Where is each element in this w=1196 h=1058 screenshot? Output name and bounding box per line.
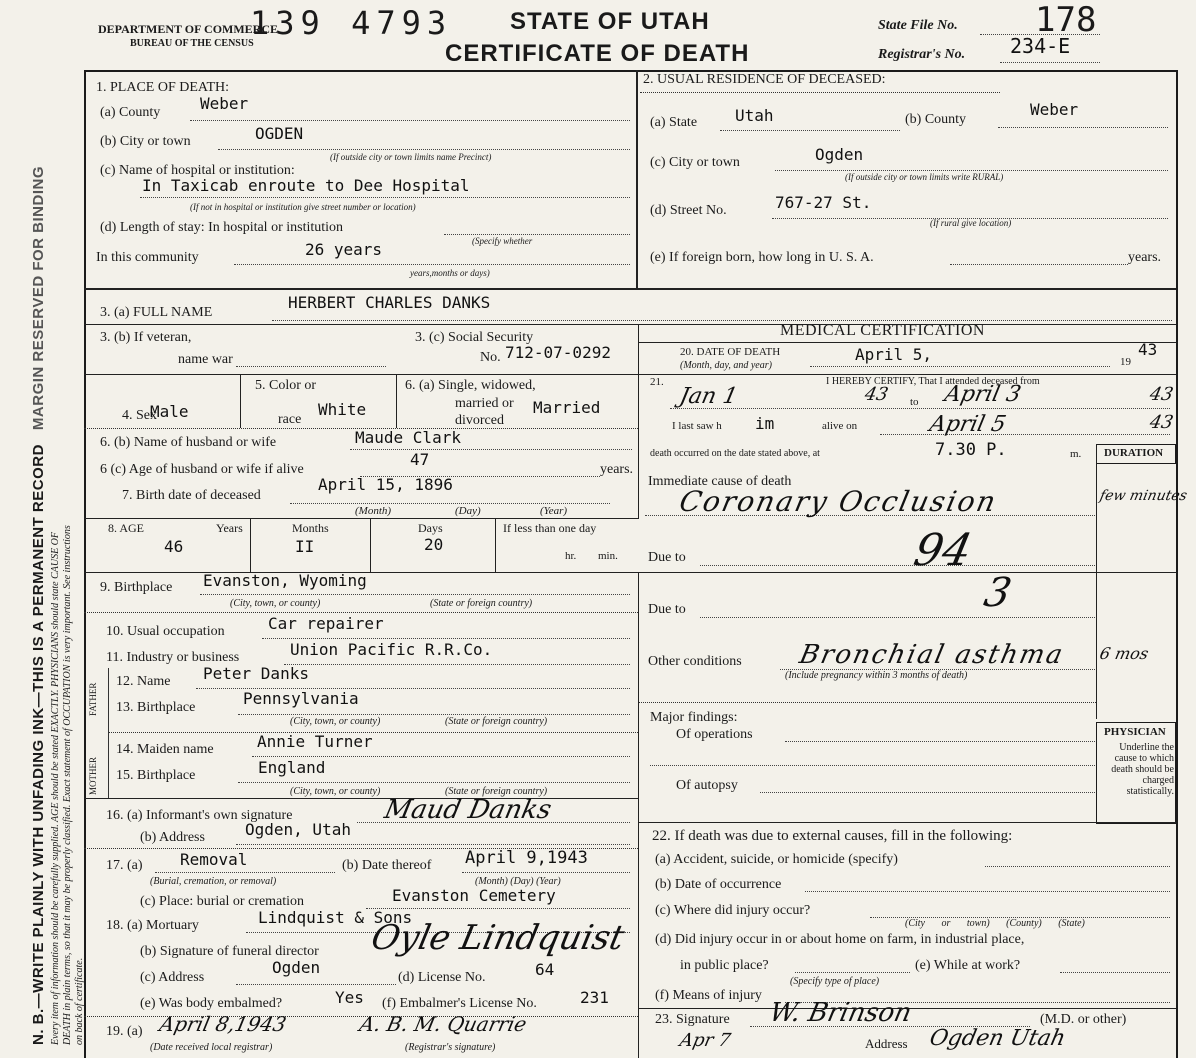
- res-street-note: (If rural give location): [930, 218, 1012, 228]
- cause-code-2: 3: [980, 570, 1016, 616]
- sex-label: 4. Sex: [122, 408, 157, 423]
- bureau-label: BUREAU OF THE CENSUS: [130, 38, 254, 49]
- death-city-value: OGDEN: [255, 124, 304, 143]
- attended-to-year: 43: [1147, 384, 1176, 405]
- stamp-number: 139 4793: [250, 4, 453, 42]
- father-name-value: Peter Danks: [203, 664, 309, 683]
- external-a: (a) Accident, suicide, or homicide (specify): [655, 852, 898, 867]
- city-note: (If outside city or town limits name Precinct): [330, 152, 492, 162]
- dod-year: 43: [1138, 340, 1158, 359]
- md-label: (M.D. or other): [1040, 1012, 1127, 1027]
- burial-date-label: (b) Date thereof: [342, 858, 432, 873]
- attended-to: April 3: [942, 382, 1024, 407]
- dod-value: April 5,: [855, 345, 933, 364]
- page-title: CERTIFICATE OF DEATH: [445, 40, 750, 67]
- autopsy-label: Of autopsy: [676, 778, 738, 793]
- father-city-note: (City, town, or county): [290, 716, 381, 727]
- month-note: (Month): [355, 505, 392, 517]
- embalmed-value: Yes: [335, 988, 364, 1007]
- place-of-death-heading: 1. PLACE OF DEATH:: [96, 80, 230, 95]
- certify-no: 21.: [650, 376, 664, 388]
- physician-box-title: PHYSICIAN: [1104, 726, 1166, 738]
- due1-label: Due to: [648, 550, 686, 565]
- ops-label: Of operations: [676, 727, 753, 742]
- year-note: (Year): [540, 505, 568, 517]
- dod-label: 20. DATE OF DEATH: [680, 346, 781, 358]
- birthplace-label: 9. Birthplace: [100, 580, 173, 595]
- registrar-signature: A. B. M. Quarrie: [357, 1012, 529, 1036]
- mortuary-addr-label: (c) Address: [140, 970, 205, 985]
- physician-date: Apr 7: [677, 1030, 733, 1051]
- external-c: (c) Where did injury occur?: [655, 903, 811, 918]
- marital-value: Married: [533, 398, 601, 417]
- external-b: (b) Date of occurrence: [655, 877, 782, 892]
- city-label: (b) City or town: [100, 134, 191, 149]
- ssn-label: 3. (c) Social Security: [415, 330, 534, 345]
- due2-label: Due to: [648, 602, 686, 617]
- res-state-value: Utah: [735, 106, 774, 125]
- father-label: FATHER: [88, 682, 98, 716]
- attended-from: Jan 1: [677, 384, 740, 409]
- hospital-note: (If not in hospital or institution give street number or location): [190, 202, 416, 212]
- marital-label3: divorced: [455, 413, 504, 428]
- death-time: 7.30 P.: [935, 440, 1007, 460]
- time-m: m.: [1070, 448, 1082, 460]
- father-name-label: 12. Name: [116, 674, 171, 689]
- director-label: (b) Signature of funeral director: [140, 944, 319, 959]
- attended-from-year: 43: [862, 384, 891, 405]
- burial-date-value: April 9,1943: [465, 848, 588, 868]
- marital-label2: married or: [455, 396, 514, 411]
- father-state-note: (State or foreign country): [445, 716, 548, 727]
- burial-type-value: Removal: [180, 850, 248, 869]
- pregnancy-note: (Include pregnancy within 3 months of death): [785, 670, 968, 681]
- spouse-age-label: 6 (c) Age of husband or wife if alive: [100, 462, 304, 477]
- burial-type-note: (Burial, cremation, or removal): [150, 876, 277, 887]
- to-label: to: [910, 396, 919, 408]
- external-e: (e) While at work?: [915, 958, 1021, 973]
- less-day-label: If less than one day: [503, 521, 597, 535]
- birth-value: April 15, 1896: [318, 475, 453, 494]
- age-years-value: 46: [164, 537, 184, 556]
- res-city-note: (If outside city or town limits write RURAL): [845, 172, 1004, 182]
- burial-place-label: (c) Place: burial or cremation: [140, 894, 305, 909]
- informant-signature: Maud Danks: [381, 795, 555, 825]
- community-value: 26 years: [305, 240, 383, 259]
- specify-note: (Specify whether: [472, 236, 533, 246]
- occupation-value: Car repairer: [268, 614, 384, 633]
- other-duration: 6 mos: [1097, 644, 1151, 663]
- margin-notes: Every item of information should be carefully supplied. AGE should be stated EXACTLY. PHYSICIANS should state CAUSE OF DEATH in plain terms, so that it may be properly classified. Exact statement of OCCUPATION is very important. See instructions on back of certificate.: [50, 525, 85, 1045]
- dod-19: 19: [1120, 356, 1131, 368]
- fullname-value: HERBERT CHARLES DANKS: [288, 293, 491, 312]
- ssn-value: 712-07-0292: [505, 343, 611, 362]
- res-foreign-label: (e) If foreign born, how long in U. S. A.: [650, 250, 874, 265]
- race-label: race: [278, 412, 302, 427]
- stay-label: (d) Length of stay: In hospital or institution: [100, 220, 344, 235]
- major-label: Major findings:: [650, 710, 738, 725]
- veteran-label: 3. (b) If veteran,: [100, 330, 192, 345]
- industry-value: Union Pacific R.R.Co.: [290, 640, 493, 659]
- res-street-value: 767-27 St.: [775, 193, 872, 212]
- emb-license-label: (f) Embalmer's License No.: [382, 996, 537, 1011]
- underline-note: Underline the cause to which death should be charged statistically.: [1111, 742, 1174, 797]
- other-conditions: Bronchial asthma: [796, 640, 1068, 670]
- external-f: (f) Means of injury: [655, 988, 762, 1003]
- immediate-duration: few minutes: [1098, 488, 1189, 504]
- mother-label: MOTHER: [88, 757, 98, 795]
- marital-label: 6. (a) Single, widowed,: [405, 378, 536, 393]
- spouse-label: 6. (b) Name of husband or wife: [100, 435, 277, 450]
- birthplace-value: Evanston, Wyoming: [203, 571, 367, 590]
- license-label: (d) License No.: [398, 970, 486, 985]
- hospital-label: (c) Name of hospital or institution:: [100, 163, 295, 178]
- day-note: (Day): [455, 505, 481, 517]
- cause-code: 94: [909, 525, 977, 576]
- hr-label: hr.: [565, 550, 577, 562]
- spouse-value: Maude Clark: [355, 428, 461, 447]
- alive-date: April 5: [927, 412, 1009, 437]
- mother-name-label: 14. Maiden name: [116, 742, 214, 757]
- res-county-value: Weber: [1030, 100, 1079, 119]
- external-d-note: (Specify type of place): [790, 976, 880, 987]
- age-months-value: II: [295, 537, 315, 556]
- received-note: (Date received local registrar): [150, 1042, 273, 1053]
- alive-on-label: alive on: [822, 420, 858, 432]
- res-county-label: (b) County: [905, 112, 967, 127]
- director-signature: Oyle Lindquist: [367, 918, 628, 958]
- received-label: 19. (a): [106, 1024, 143, 1039]
- mother-name-value: Annie Turner: [257, 732, 373, 751]
- mother-state-note: (State or foreign country): [445, 786, 548, 797]
- informant-addr-value: Ogden, Utah: [245, 820, 351, 839]
- department-label: DEPARTMENT OF COMMERCE: [98, 22, 279, 36]
- war-label: name war: [178, 352, 233, 367]
- res-city-value: Ogden: [815, 145, 864, 164]
- registrar-note: (Registrar's signature): [405, 1042, 496, 1053]
- residence-heading: 2. USUAL RESIDENCE OF DECEASED:: [643, 72, 886, 87]
- mortuary-addr-value: Ogden: [272, 958, 321, 977]
- death-county-value: Weber: [200, 94, 249, 113]
- color-label: 5. Color or: [255, 378, 317, 393]
- mother-birth-value: England: [258, 758, 326, 777]
- county-label: (a) County: [100, 105, 161, 120]
- res-city-label: (c) City or town: [650, 155, 740, 170]
- physician-sig-label: 23. Signature: [655, 1012, 730, 1027]
- last-saw-him: im: [755, 414, 775, 433]
- min-label: min.: [598, 550, 618, 562]
- mother-birth-label: 15. Birthplace: [116, 768, 196, 783]
- mortuary-label: 18. (a) Mortuary: [106, 918, 199, 933]
- state-file-label: State File No.: [878, 18, 958, 33]
- informant-sig-label: 16. (a) Informant's own signature: [106, 808, 293, 823]
- fullname-label: 3. (a) FULL NAME: [100, 305, 213, 320]
- state-country-note: (State or foreign country): [430, 598, 533, 609]
- ssn-no-label: No.: [480, 350, 501, 365]
- received-date: April 8,1943: [157, 1012, 289, 1036]
- duration-header: DURATION: [1104, 447, 1164, 459]
- father-birth-label: 13. Birthplace: [116, 700, 196, 715]
- immediate-label: Immediate cause of death: [648, 474, 792, 489]
- medical-heading: MEDICAL CERTIFICATION: [780, 322, 985, 339]
- spouse-age-value: 47: [410, 450, 430, 469]
- other-label: Other conditions: [648, 654, 742, 669]
- license-value: 64: [535, 960, 555, 979]
- sex-value: Male: [150, 402, 189, 421]
- res-years-label: years.: [1128, 250, 1162, 265]
- informant-addr-label: (b) Address: [140, 830, 205, 845]
- burial-mdy-note: (Month) (Day) (Year): [475, 876, 561, 887]
- margin-instruction: N. B.—WRITE PLAINLY WITH UNFADING INK—THIS IS A PERMANENT RECORD MARGIN RESERVED FOR BINDING: [30, 166, 47, 1045]
- external-heading: 22. If death was due to external causes, fill in the following:: [652, 828, 1013, 844]
- spouse-years: years.: [600, 462, 634, 477]
- binding-margin: [0, 90, 85, 1050]
- dod-note: (Month, day, and year): [680, 360, 772, 371]
- physician-signature: W. Brinson: [766, 998, 915, 1028]
- burial-type-label: 17. (a): [106, 858, 143, 873]
- age-days-value: 20: [424, 535, 444, 554]
- certify-label: I HEREBY CERTIFY, That I attended deceased from: [826, 376, 1040, 387]
- hospital-value: In Taxicab enroute to Dee Hospital: [142, 176, 470, 195]
- birth-label: 7. Birth date of deceased: [122, 488, 261, 503]
- external-d2: in public place?: [680, 958, 769, 973]
- age-label: 8. AGE: [108, 521, 144, 535]
- mortuary-value: Lindquist & Sons: [258, 908, 413, 927]
- occupation-label: 10. Usual occupation: [106, 624, 225, 639]
- physician-address-label: Address: [865, 1036, 908, 1051]
- physician-address: Ogden Utah: [927, 1026, 1068, 1051]
- age-days-col: Days: [418, 521, 443, 535]
- race-value: White: [318, 400, 367, 419]
- external-d: (d) Did injury occur in or about home on farm, in industrial place,: [655, 932, 1025, 947]
- state-file-number: 178: [1035, 0, 1097, 40]
- city-county-note: (City, town, or county): [230, 598, 321, 609]
- age-years-col: Years: [216, 521, 243, 535]
- res-state-label: (a) State: [650, 115, 698, 130]
- state-title: STATE OF UTAH: [510, 8, 710, 35]
- registrar-label: Registrar's No.: [878, 47, 966, 62]
- embalmed-label: (e) Was body embalmed?: [140, 996, 283, 1011]
- emb-license-value: 231: [580, 988, 609, 1007]
- res-street-label: (d) Street No.: [650, 203, 727, 218]
- registrar-number: 234-E: [1010, 34, 1071, 58]
- industry-label: 11. Industry or business: [106, 650, 240, 665]
- immediate-cause: Coronary Occlusion: [676, 485, 1001, 518]
- burial-place-value: Evanston Cemetery: [392, 886, 556, 905]
- ymd-note: years,months or days): [410, 268, 490, 278]
- alive-year: 43: [1147, 412, 1176, 433]
- mother-city-note: (City, town, or county): [290, 786, 381, 797]
- age-months-col: Months: [292, 521, 329, 535]
- external-c-note: (City or town) (County) (State): [905, 918, 1085, 929]
- father-birth-value: Pennsylvania: [243, 689, 359, 708]
- occurred-label: death occurred on the date stated above, at: [650, 448, 820, 459]
- last-saw-label: I last saw h: [672, 420, 722, 432]
- community-label: In this community: [96, 250, 199, 265]
